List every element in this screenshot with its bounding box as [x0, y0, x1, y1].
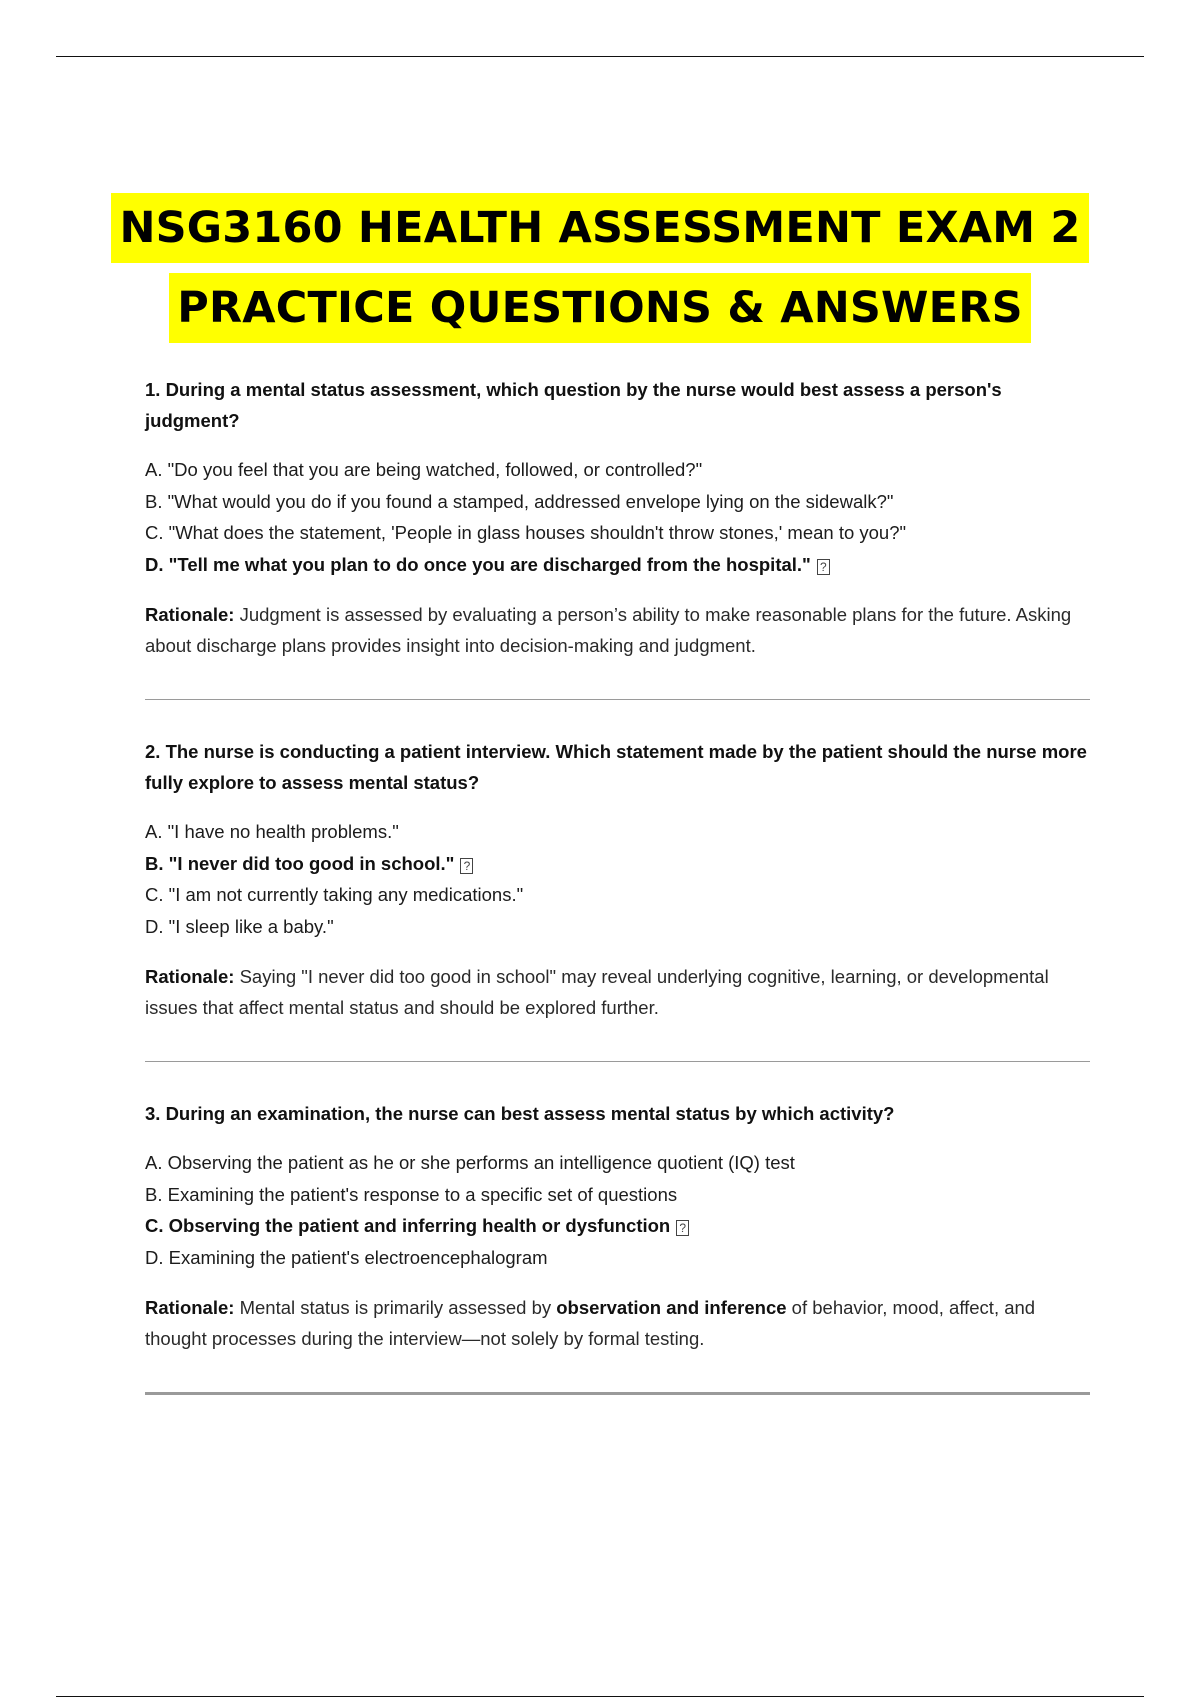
rationale	[145, 1292, 1090, 1354]
bottom-rule	[56, 1696, 1144, 1697]
option-c: C. "I am not currently taking any medications."	[145, 884, 524, 905]
rationale-text: Saying "I never did too good in school" may reveal underlying cognitive, learning, or developmental issues that affect mental status and should be explored further.	[145, 966, 1049, 1018]
rationale-label: Rationale:	[145, 966, 235, 987]
question-text: 3. During an examination, the nurse can best assess mental status by which activity?	[145, 1103, 895, 1124]
question-block-3	[145, 1098, 1090, 1354]
questions-content	[145, 374, 1090, 1431]
rationale-text-end: of behavior, mood, affect, and thought processes during the interview—not solely by formal testing.	[145, 1297, 1036, 1349]
option-c: C. "What does the statement, 'People in glass houses shouldn't throw stones,' mean to you?"	[145, 522, 907, 543]
check-icon: ?	[460, 858, 473, 874]
option-d: D. "I sleep like a baby."	[145, 915, 334, 937]
title-line-1: NSG3160 HEALTH ASSESSMENT EXAM 2	[111, 193, 1088, 263]
rationale-text-start: Mental status is primarily assessed by	[234, 1297, 557, 1318]
option-b: B. Examining the patient's response to a specific set of questions	[145, 1183, 678, 1205]
option-a: A. Observing the patient as he or she performs an intelligence quotient (IQ) test	[145, 1152, 795, 1173]
option-text: C. Observing the patient and inferring health or dysfunction	[145, 1215, 671, 1236]
check-icon: ?	[676, 1220, 689, 1236]
option-text: B. "I never did too good in school."	[145, 852, 455, 874]
option-text: D. "Tell me what you plan to do once you are discharged from the hospital."	[145, 553, 811, 575]
question-text: 1. During a mental status assessment, which question by the nurse would best assess a person's judgment?	[145, 379, 1002, 431]
option-list	[145, 816, 1090, 942]
question-block-2	[145, 736, 1090, 1023]
rationale	[145, 599, 1090, 661]
rationale-text: Judgment is assessed by evaluating a person’s ability to make reasonable plans for the future. Asking about discharge plans provides insight into decision-making and judgment.	[145, 604, 1072, 656]
option-d: D. Examining the patient's electroencephalogram	[145, 1246, 548, 1268]
option-a: A. "Do you feel that you are being watched, followed, or controlled?"	[145, 459, 703, 480]
rationale-label: Rationale:	[145, 604, 235, 625]
rationale	[145, 961, 1090, 1023]
rationale-emphasis: observation and inference	[556, 1297, 787, 1318]
rationale-label: Rationale:	[145, 1297, 235, 1318]
check-icon: ?	[817, 559, 830, 575]
document-title	[0, 193, 1200, 343]
top-rule	[56, 56, 1144, 57]
option-list	[145, 454, 1090, 580]
option-c-correct	[145, 1210, 1090, 1242]
option-list	[145, 1147, 1090, 1273]
option-a: A. "I have no health problems."	[145, 821, 399, 842]
option-b-correct	[145, 848, 1090, 880]
question-block-1	[145, 374, 1090, 661]
section-divider	[145, 699, 1090, 700]
option-b: B. "What would you do if you found a stamped, addressed envelope lying on the sidewalk?"	[145, 490, 894, 512]
question-text: 2. The nurse is conducting a patient interview. Which statement made by the patient should the nurse more fully explore to assess mental status?	[145, 741, 1087, 793]
section-divider-bottom	[145, 1392, 1090, 1395]
title-line-2: PRACTICE QUESTIONS & ANSWERS	[169, 273, 1031, 343]
section-divider	[145, 1061, 1090, 1062]
option-d-correct	[145, 549, 1090, 581]
